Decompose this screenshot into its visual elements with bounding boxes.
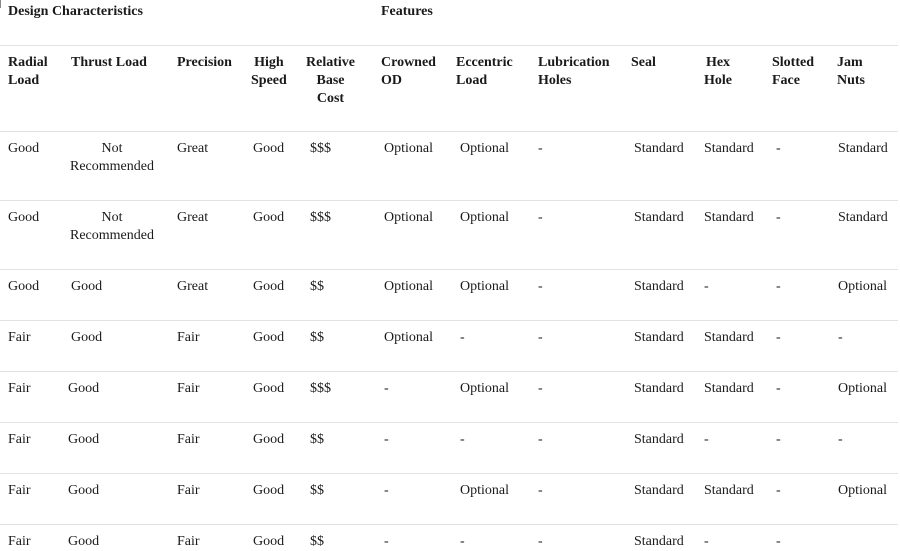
table-cell: $$ <box>310 330 324 345</box>
table-cell: Good <box>71 330 103 345</box>
column-header-jam-nuts: Jam Nuts <box>837 55 866 88</box>
table-cell: Fair <box>8 330 31 345</box>
column-header-crowned-od: Crowned OD <box>381 55 436 88</box>
table-cell: Optional <box>384 210 433 225</box>
table-cell: Great <box>177 141 209 156</box>
column-header-high-speed: High Speed <box>251 55 287 88</box>
table-cell: $$$ <box>310 210 331 225</box>
table-cell: Good <box>253 210 285 225</box>
table-cell: $$ <box>310 279 324 294</box>
table-cell: - <box>460 534 465 549</box>
table-cell: - <box>538 279 543 294</box>
column-header-hex-hole: Hex Hole <box>704 55 732 88</box>
table-cell: Standard <box>634 483 684 498</box>
row-separator <box>0 422 898 423</box>
table-cell: Standard <box>704 210 754 225</box>
table-cell: Optional <box>460 279 509 294</box>
row-separator <box>0 371 898 372</box>
table-cell: Good <box>68 432 100 447</box>
table-cell: Optional <box>838 483 887 498</box>
table-cell: - <box>776 381 781 396</box>
row-separator <box>0 473 898 474</box>
table-cell: Good <box>8 279 40 294</box>
table-cell: - <box>538 141 543 156</box>
table-cell: Standard <box>634 141 684 156</box>
table-cell: Standard <box>704 330 754 345</box>
table-cell: - <box>460 432 465 447</box>
table-cell: Optional <box>384 141 433 156</box>
table-cell: - <box>838 330 843 345</box>
column-header-radial-load: Radial Load <box>8 55 48 88</box>
table-cell: $$$ <box>310 381 331 396</box>
table-cell: Optional <box>384 279 433 294</box>
table-cell: - <box>384 534 389 549</box>
table-cell: - <box>538 432 543 447</box>
table-cell: - <box>538 210 543 225</box>
group-header-design-characteristics: Design Characteristics <box>8 4 143 19</box>
table-cell: - <box>704 432 709 447</box>
table-cell: $$$ <box>310 141 331 156</box>
column-header-seal: Seal <box>631 55 656 70</box>
column-header-relative-base-cost: Relative Base Cost <box>306 55 355 106</box>
row-separator <box>0 131 898 132</box>
table-cell: Good <box>253 483 285 498</box>
table-cell: - <box>776 534 781 549</box>
table-cell: Good <box>253 279 285 294</box>
table-cell: - <box>776 483 781 498</box>
table-cell: Standard <box>634 432 684 447</box>
table-cell: Not Recommended <box>70 210 154 243</box>
table-cell: - <box>384 483 389 498</box>
edge-tick <box>0 0 1 8</box>
row-separator <box>0 200 898 201</box>
table-cell: Good <box>71 279 103 294</box>
table-cell: Standard <box>704 483 754 498</box>
table-cell: Standard <box>634 330 684 345</box>
column-header-slotted-face: Slotted Face <box>772 55 814 88</box>
table-cell: Standard <box>634 279 684 294</box>
table-cell: - <box>776 210 781 225</box>
column-header-thrust-load: Thrust Load <box>71 55 147 70</box>
column-header-precision: Precision <box>177 55 232 70</box>
table-cell: Good <box>8 210 40 225</box>
row-separator <box>0 269 898 270</box>
table-cell: Standard <box>634 210 684 225</box>
table-cell: - <box>460 330 465 345</box>
table-cell: Optional <box>460 381 509 396</box>
table-cell: Fair <box>8 483 31 498</box>
table-cell: Optional <box>460 141 509 156</box>
table-cell: $$ <box>310 432 324 447</box>
table-cell: Fair <box>177 534 200 549</box>
table-cell: Fair <box>177 432 200 447</box>
table-cell: - <box>776 432 781 447</box>
table-cell: - <box>776 141 781 156</box>
table-cell: Standard <box>838 210 888 225</box>
group-header-features: Features <box>381 4 433 19</box>
table-cell: Good <box>8 141 40 156</box>
table-cell: Not Recommended <box>70 141 154 174</box>
table-cell: Fair <box>177 381 200 396</box>
table-cell: - <box>776 330 781 345</box>
table-cell: - <box>538 534 543 549</box>
table-cell: - <box>776 279 781 294</box>
table-cell: Standard <box>838 141 888 156</box>
table-cell: Great <box>177 210 209 225</box>
table-cell: - <box>384 432 389 447</box>
table-cell: - <box>538 483 543 498</box>
table-cell: Standard <box>634 381 684 396</box>
table-cell: Fair <box>177 483 200 498</box>
table-cell: Fair <box>8 381 31 396</box>
table-cell: $$ <box>310 534 324 549</box>
table-cell: Good <box>68 381 100 396</box>
table-cell: Good <box>68 534 100 549</box>
header-top-rule <box>0 45 898 46</box>
table-cell: Optional <box>460 483 509 498</box>
table-cell: Good <box>253 141 285 156</box>
row-separator <box>0 320 898 321</box>
table-cell: Standard <box>634 534 684 549</box>
table-cell: - <box>538 330 543 345</box>
table-cell: - <box>704 534 709 549</box>
table-cell: Fair <box>8 432 31 447</box>
table-cell: Great <box>177 279 209 294</box>
table-cell: Fair <box>177 330 200 345</box>
table-cell: Optional <box>384 330 433 345</box>
table-cell: Good <box>253 432 285 447</box>
table-cell: Good <box>253 381 285 396</box>
table-cell: Good <box>253 330 285 345</box>
table-cell: Optional <box>838 381 887 396</box>
table-cell: Good <box>253 534 285 549</box>
table-cell: - <box>704 279 709 294</box>
table-cell: Standard <box>704 381 754 396</box>
table-cell: Good <box>68 483 100 498</box>
column-header-lubrication-holes: Lubrication Holes <box>538 55 610 88</box>
table-cell: $$ <box>310 483 324 498</box>
table-cell: Standard <box>704 141 754 156</box>
table-cell: Optional <box>460 210 509 225</box>
column-header-eccentric-load: Eccentric Load <box>456 55 513 88</box>
table-cell: Fair <box>8 534 31 549</box>
table-cell: - <box>838 432 843 447</box>
row-separator <box>0 524 898 525</box>
table-cell: - <box>538 381 543 396</box>
table-cell: Optional <box>838 279 887 294</box>
table-cell: - <box>384 381 389 396</box>
